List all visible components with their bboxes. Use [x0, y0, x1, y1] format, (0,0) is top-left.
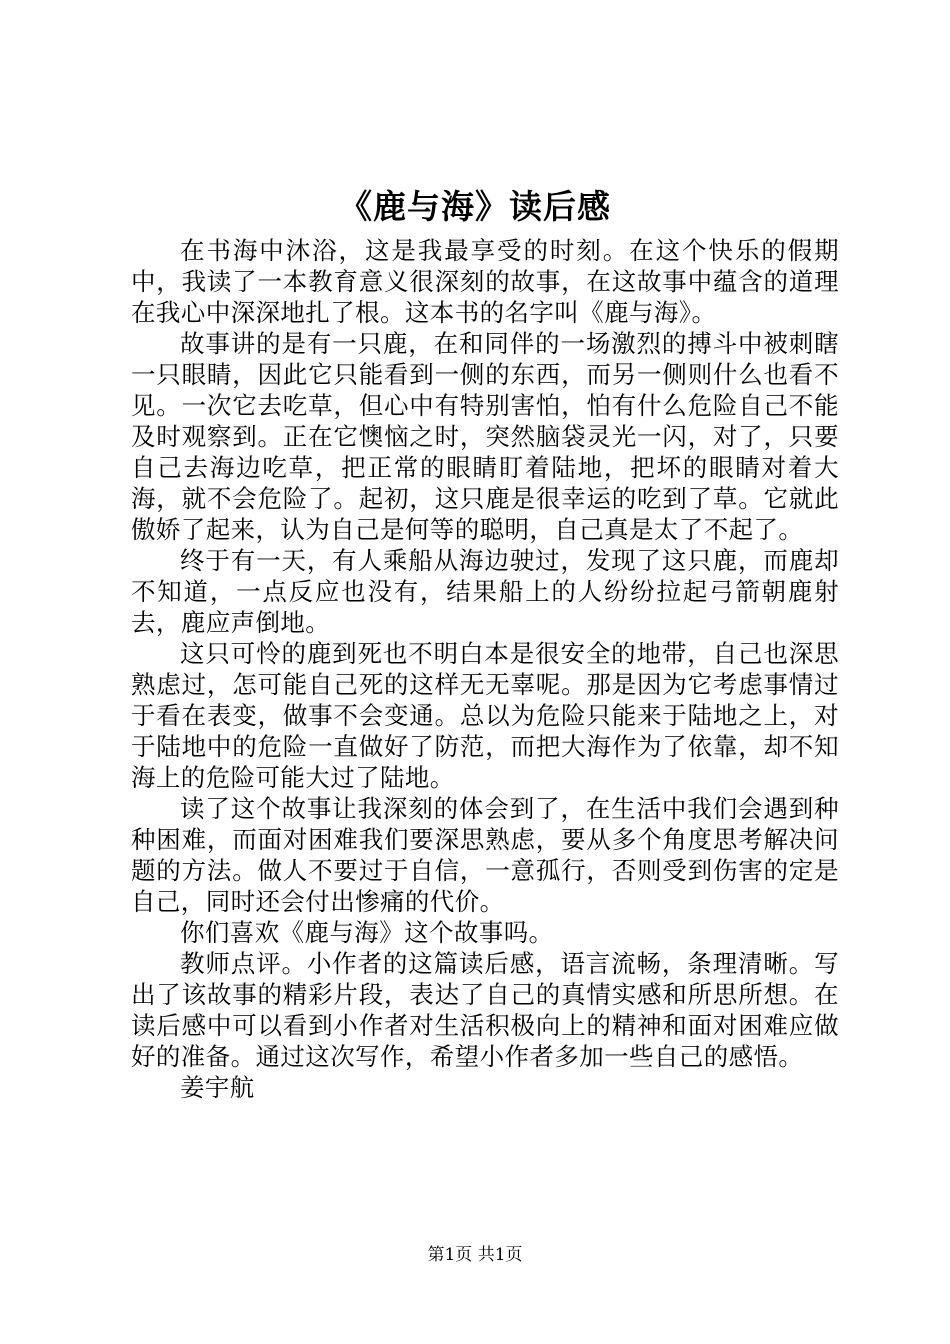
document-title: 《鹿与海》读后感	[339, 187, 611, 226]
paragraph-intro: 在书海中沐浴，这是我最享受的时刻。在这个快乐的假期中，我读了一本教育意义很深刻的故事，在这故事中蕴含的道理在我心中深深地扎了根。这本书的名字叫《鹿与海》。	[131, 236, 839, 327]
page-footer: 第1页 共1页	[427, 1245, 523, 1265]
paragraph-question: 你们喜欢《鹿与海》这个故事吗。	[180, 918, 554, 947]
paragraph-hunt: 终于有一天，有人乘船从海边驶过，发现了这只鹿，而鹿却不知道，一点反应也没有，结果船上的人纷纷拉起弓箭朝鹿射去，鹿应声倒地。	[131, 546, 839, 637]
paragraph-teacher-comment: 教师点评。小作者的这篇读后感，语言流畅，条理清晰。写出了该故事的精彩片段，表达了自己的真情实感和所思所想。在读后感中可以看到小作者对生活积极向上的精神和面对困难应做好的准备。通过这次写作，希望小作者多加一些自己的感悟。	[131, 949, 839, 1071]
author-name: 姜宇航	[180, 1073, 255, 1102]
paragraph-lesson: 读了这个故事让我深刻的体会到了，在生活中我们会遇到种种困难，而面对困难我们要深思熟虑，要从多个角度思考解决问题的方法。做人不要过于自信，一意孤行，否则受到伤害的定是自己，同时还会付出惨痛的代价。	[131, 794, 839, 916]
paragraph-reflection: 这只可怜的鹿到死也不明白本是很安全的地带，自己也深思熟虑过，怎可能自己死的这样无无辜呢。那是因为它考虑事情过于看在表变，做事不会变通。总以为危险只能来于陆地之上，对于陆地中的危险一直做好了防范，而把大海作为了依靠，却不知海上的危险可能大过了陆地。	[131, 639, 839, 792]
paragraph-story: 故事讲的是有一只鹿，在和同伴的一场激烈的搏斗中被刺瞎一只眼睛，因此它只能看到一侧的东西，而另一侧则什么也看不见。一次它去吃草，但心中有特别害怕，怕有什么危险自己不能及时观察到。正在它懊恼之时，突然脑袋灵光一闪，对了，只要自己去海边吃草，把正常的眼睛盯着陆地，把坏的眼睛对着大海，就不会危险了。起初，这只鹿是很幸运的吃到了草。它就此傲娇了起来，认为自己是何等的聪明，自己真是太了不起了。	[131, 329, 839, 544]
document-body	[131, 235, 839, 1103]
